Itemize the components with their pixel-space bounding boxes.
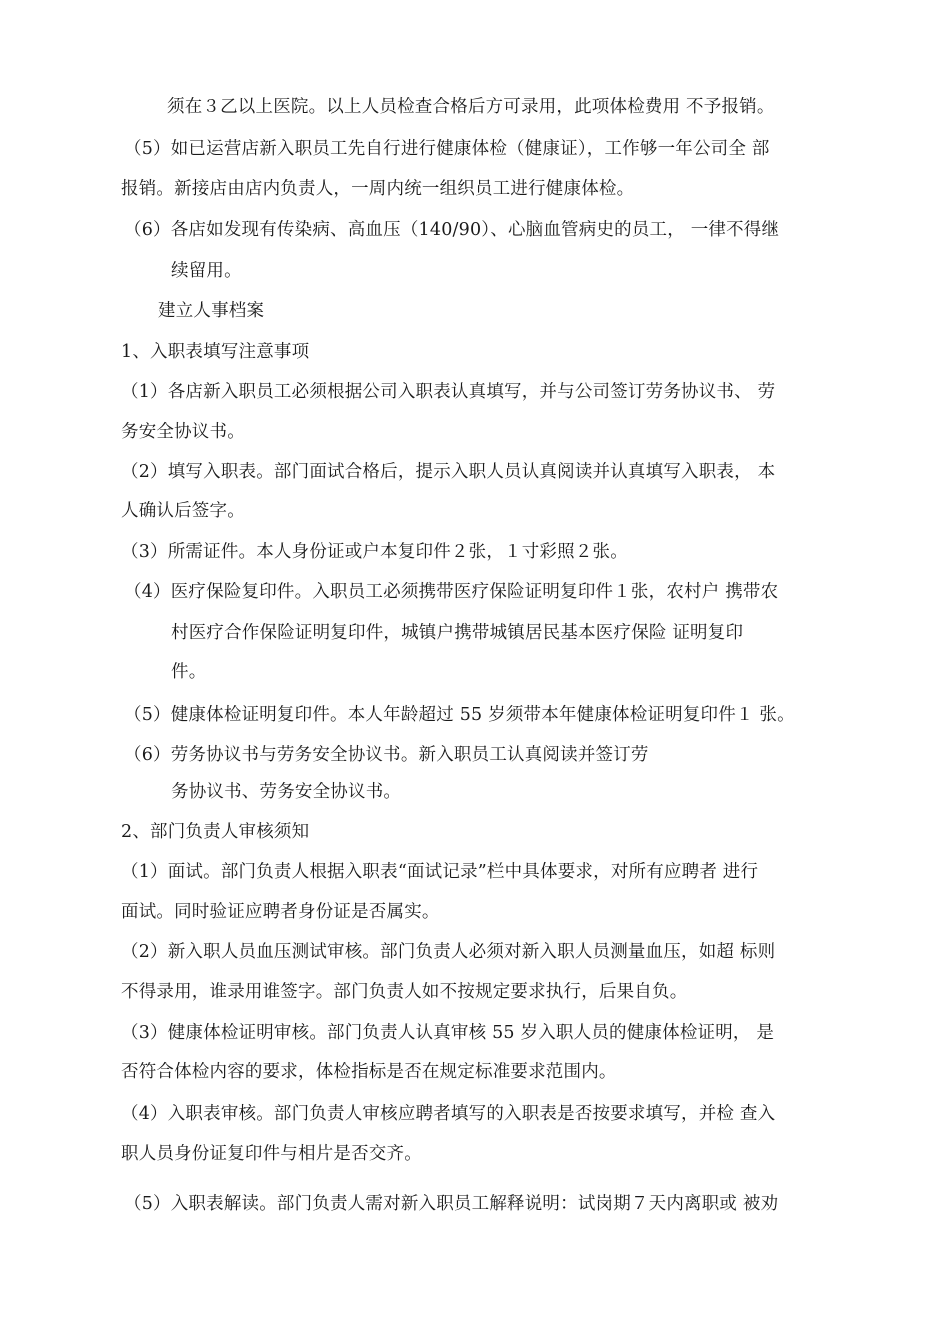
text-line: 面试。同时验证应聘者身份证是否属实。 bbox=[121, 902, 440, 922]
text-line: （6）劳务协议书与劳务安全协议书。新入职员工认真阅读并签订劳 bbox=[124, 745, 649, 765]
text-line: （2）新入职人员血压测试审核。部门负责人必须对新入职人员测量血压，如超 标则 bbox=[121, 942, 776, 962]
text-line: （1）各店新入职员工必须根据公司入职表认真填写，并与公司签订劳务协议书、 劳 bbox=[121, 382, 776, 402]
text-line: 否符合体检内容的要求，体检指标是否在规定标准要求范围内。 bbox=[121, 1062, 617, 1082]
text-line: 人确认后签字。 bbox=[121, 501, 245, 521]
text-line: （5）入职表解读。部门负责人需对新入职员工解释说明：试岗期７天内离职或 被劝 bbox=[124, 1194, 779, 1214]
text-line: 报销。新接店由店内负责人，一周内统一组织员工进行健康体检。 bbox=[121, 179, 635, 199]
text-line: （5）健康体检证明复印件。本人年龄超过 55 岁须带本年健康体检证明复印件１ 张。 bbox=[124, 705, 795, 725]
text-line: 续留用。 bbox=[171, 261, 242, 281]
text-line: 不得录用，谁录用谁签字。部门负责人如不按规定要求执行，后果自负。 bbox=[121, 982, 688, 1002]
text-line: （3）所需证件。本人身份证或户本复印件２张，１寸彩照２张。 bbox=[121, 542, 628, 562]
text-line: 职人员身份证复印件与相片是否交齐。 bbox=[121, 1144, 422, 1164]
text-line: 须在３乙以上医院。以上人员检查合格后方可录用，此项体检费用 不予报销。 bbox=[167, 97, 775, 117]
text-line: 务协议书、劳务安全协议书。 bbox=[171, 782, 402, 802]
subsection-heading: 1、入职表填写注意事项 bbox=[121, 342, 310, 362]
text-line: （5）如已运营店新入职员工先自行进行健康体检（健康证），工作够一年公司全 部 bbox=[124, 139, 770, 159]
text-line: （4）医疗保险复印件。入职员工必须携带医疗保险证明复印件１张，农村户 携带农 bbox=[124, 582, 779, 602]
subsection-heading: 2、部门负责人审核须知 bbox=[121, 822, 310, 842]
text-line: （3）健康体检证明审核。部门负责人认真审核 55 岁入职人员的健康体检证明， 是 bbox=[121, 1023, 775, 1043]
text-line: （4）入职表审核。部门负责人审核应聘者填写的入职表是否按要求填写，并检 查入 bbox=[121, 1104, 776, 1124]
text-line: 务安全协议书。 bbox=[121, 422, 245, 442]
section-heading: 建立人事档案 bbox=[158, 301, 265, 321]
text-line: （2）填写入职表。部门面试合格后，提示入职人员认真阅读并认真填写入职表， 本 bbox=[121, 462, 776, 482]
text-line: （1）面试。部门负责人根据入职表“面试记录”栏中具体要求，对所有应聘者 进行 bbox=[121, 862, 759, 882]
text-line: 村医疗合作保险证明复印件，城镇户携带城镇居民基本医疗保险 证明复印 bbox=[171, 623, 744, 643]
text-line: （6）各店如发现有传染病、高血压（140/90）、心脑血管病史的员工， 一律不得继 bbox=[124, 220, 780, 240]
text-line: 件。 bbox=[171, 662, 207, 682]
